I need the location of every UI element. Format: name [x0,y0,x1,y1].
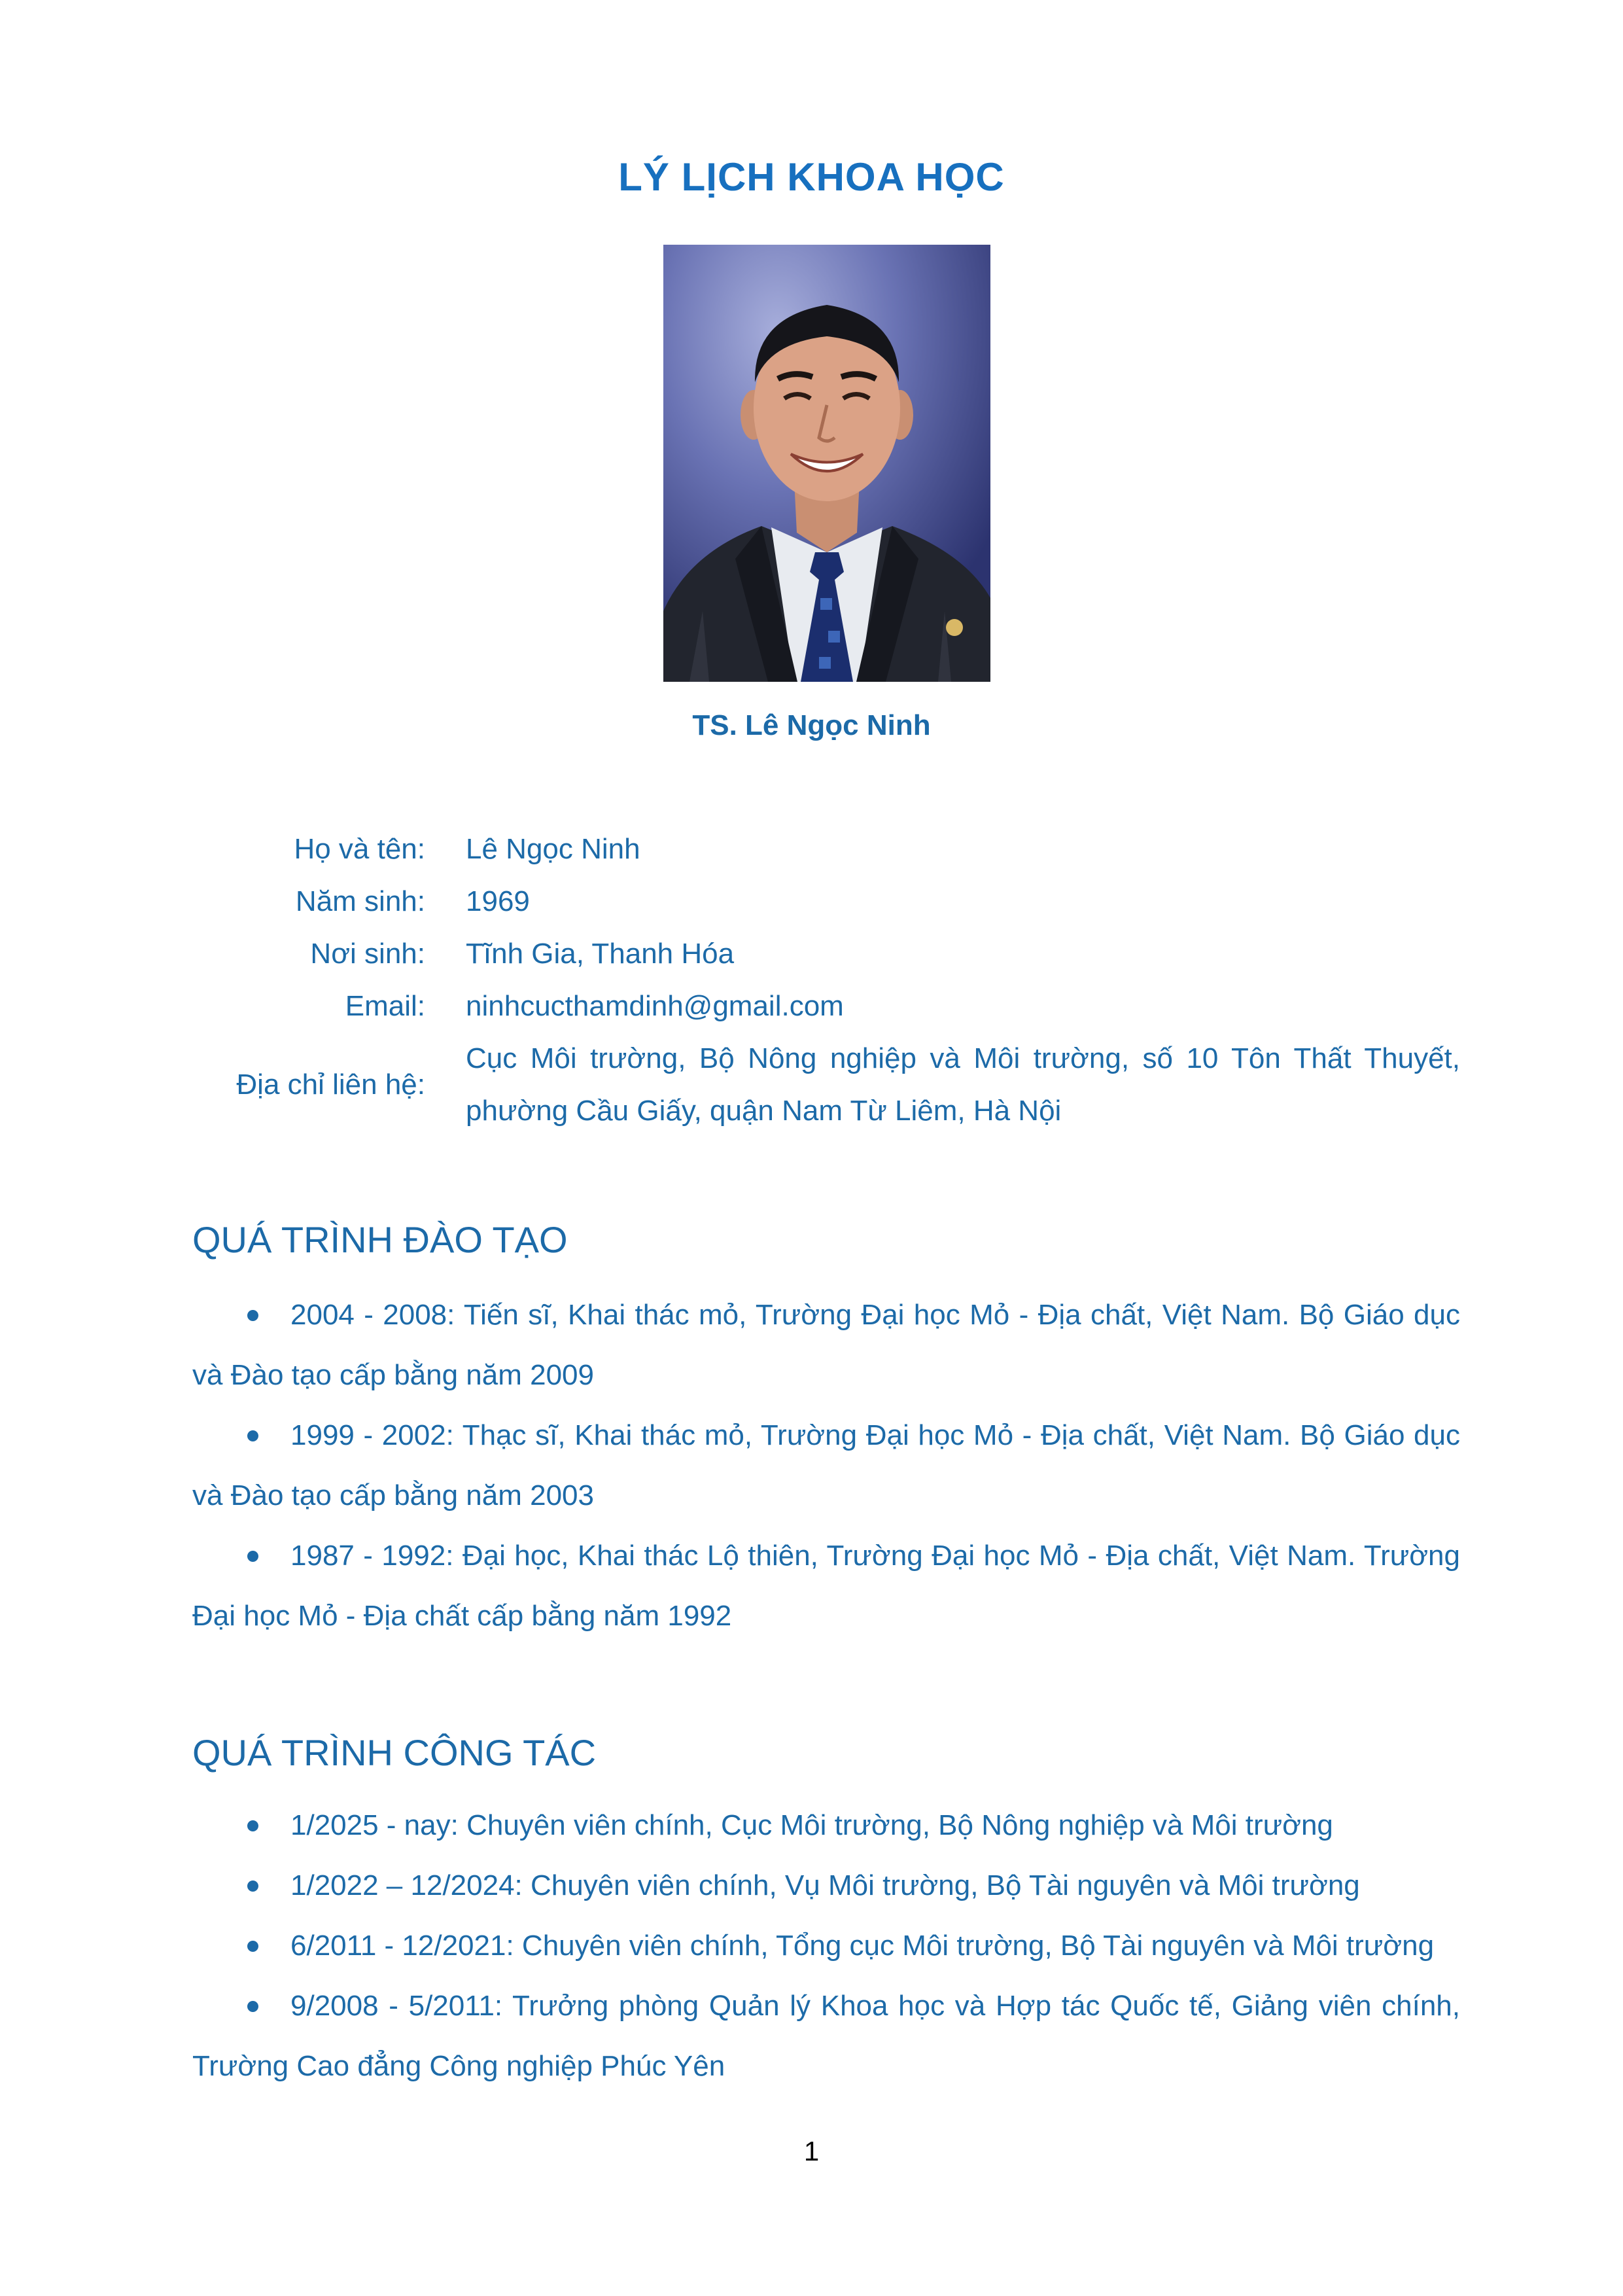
portrait-photo [663,245,990,682]
work-item [192,1795,1460,1856]
info-label: Năm sinh: [295,885,425,917]
info-label: Địa chỉ liên hệ: [236,1069,425,1101]
info-label: Nơi sinh: [310,938,425,970]
info-row-address [0,1033,1623,1137]
education-heading: QUÁ TRÌNH ĐÀO TẠO [192,1219,568,1260]
bullet-icon [247,1941,258,1952]
education-item [192,1526,1460,1646]
page-number: 1 [803,2136,820,2166]
bullet-icon [247,1551,258,1562]
item-text-continued: và Đào tạo cấp bằng năm 2009 [192,1359,595,1391]
bullet-icon [247,1310,258,1321]
bullet-icon [247,2001,258,2012]
address-line-2: phường Cầu Giấy, quận Nam Từ Liêm, Hà Nội [466,1095,1062,1127]
item-text: 1/2022 – 12/2024: Chuyên viên chính, Vụ Môi trường, Bộ Tài nguyên và Môi trường [290,1869,1360,1901]
info-value: Tĩnh Gia, Thanh Hóa [466,938,735,970]
info-label: Họ và tên: [294,833,425,865]
info-row-birth-year [0,875,1623,928]
bullet-icon [247,1820,258,1831]
item-text: 1/2025 - nay: Chuyên viên chính, Cục Môi trường, Bộ Nông nghiệp và Môi trường [290,1809,1333,1841]
portrait-illustration [663,245,990,682]
bullet-icon [247,1881,258,1892]
item-text-continued: Đại học Mỏ - Địa chất cấp bằng năm 1992 [192,1600,732,1632]
work-item [192,1856,1460,1916]
info-label: Email: [345,990,425,1022]
info-row-email [0,980,1623,1033]
education-item [192,1405,1460,1526]
item-text: 9/2008 - 5/2011: Trưởng phòng Quản lý Khoa học và Hợp tác Quốc tế, Giảng viên chính, [290,1990,1460,2022]
item-text: 1999 - 2002: Thạc sĩ, Khai thác mỏ, Trường Đại học Mỏ - Địa chất, Việt Nam. Bộ Giáo dục [290,1419,1460,1451]
info-value: 1969 [466,885,530,917]
info-row-birthplace [0,928,1623,980]
education-item [192,1285,1460,1405]
item-text: 6/2011 - 12/2021: Chuyên viên chính, Tổng cục Môi trường, Bộ Tài nguyên và Môi trường [290,1930,1435,1962]
work-item [192,1976,1460,2096]
item-text: 1987 - 1992: Đại học, Khai thác Lộ thiên, Trường Đại học Mỏ - Địa chất, Việt Nam. Trường [290,1540,1460,1572]
email-value[interactable]: ninhcucthamdinh@gmail.com [466,990,844,1022]
item-text: 2004 - 2008: Tiến sĩ, Khai thác mỏ, Trường Đại học Mỏ - Địa chất, Việt Nam. Bộ Giáo dục [290,1299,1460,1331]
item-text-continued: Trường Cao đẳng Công nghiệp Phúc Yên [192,2050,725,2082]
document-title: LÝ LỊCH KHOA HỌC [618,155,1005,199]
item-text-continued: và Đào tạo cấp bằng năm 2003 [192,1479,595,1511]
bullet-icon [247,1430,258,1441]
photo-caption: TS. Lê Ngọc Ninh [692,709,931,741]
work-heading: QUÁ TRÌNH CÔNG TÁC [192,1732,597,1773]
info-row-name [0,823,1623,875]
info-value: Lê Ngọc Ninh [466,833,640,865]
work-item [192,1916,1460,1976]
address-line-1: Cục Môi trường, Bộ Nông nghiệp và Môi trường, số 10 Tôn Thất Thuyết, [466,1042,1460,1074]
